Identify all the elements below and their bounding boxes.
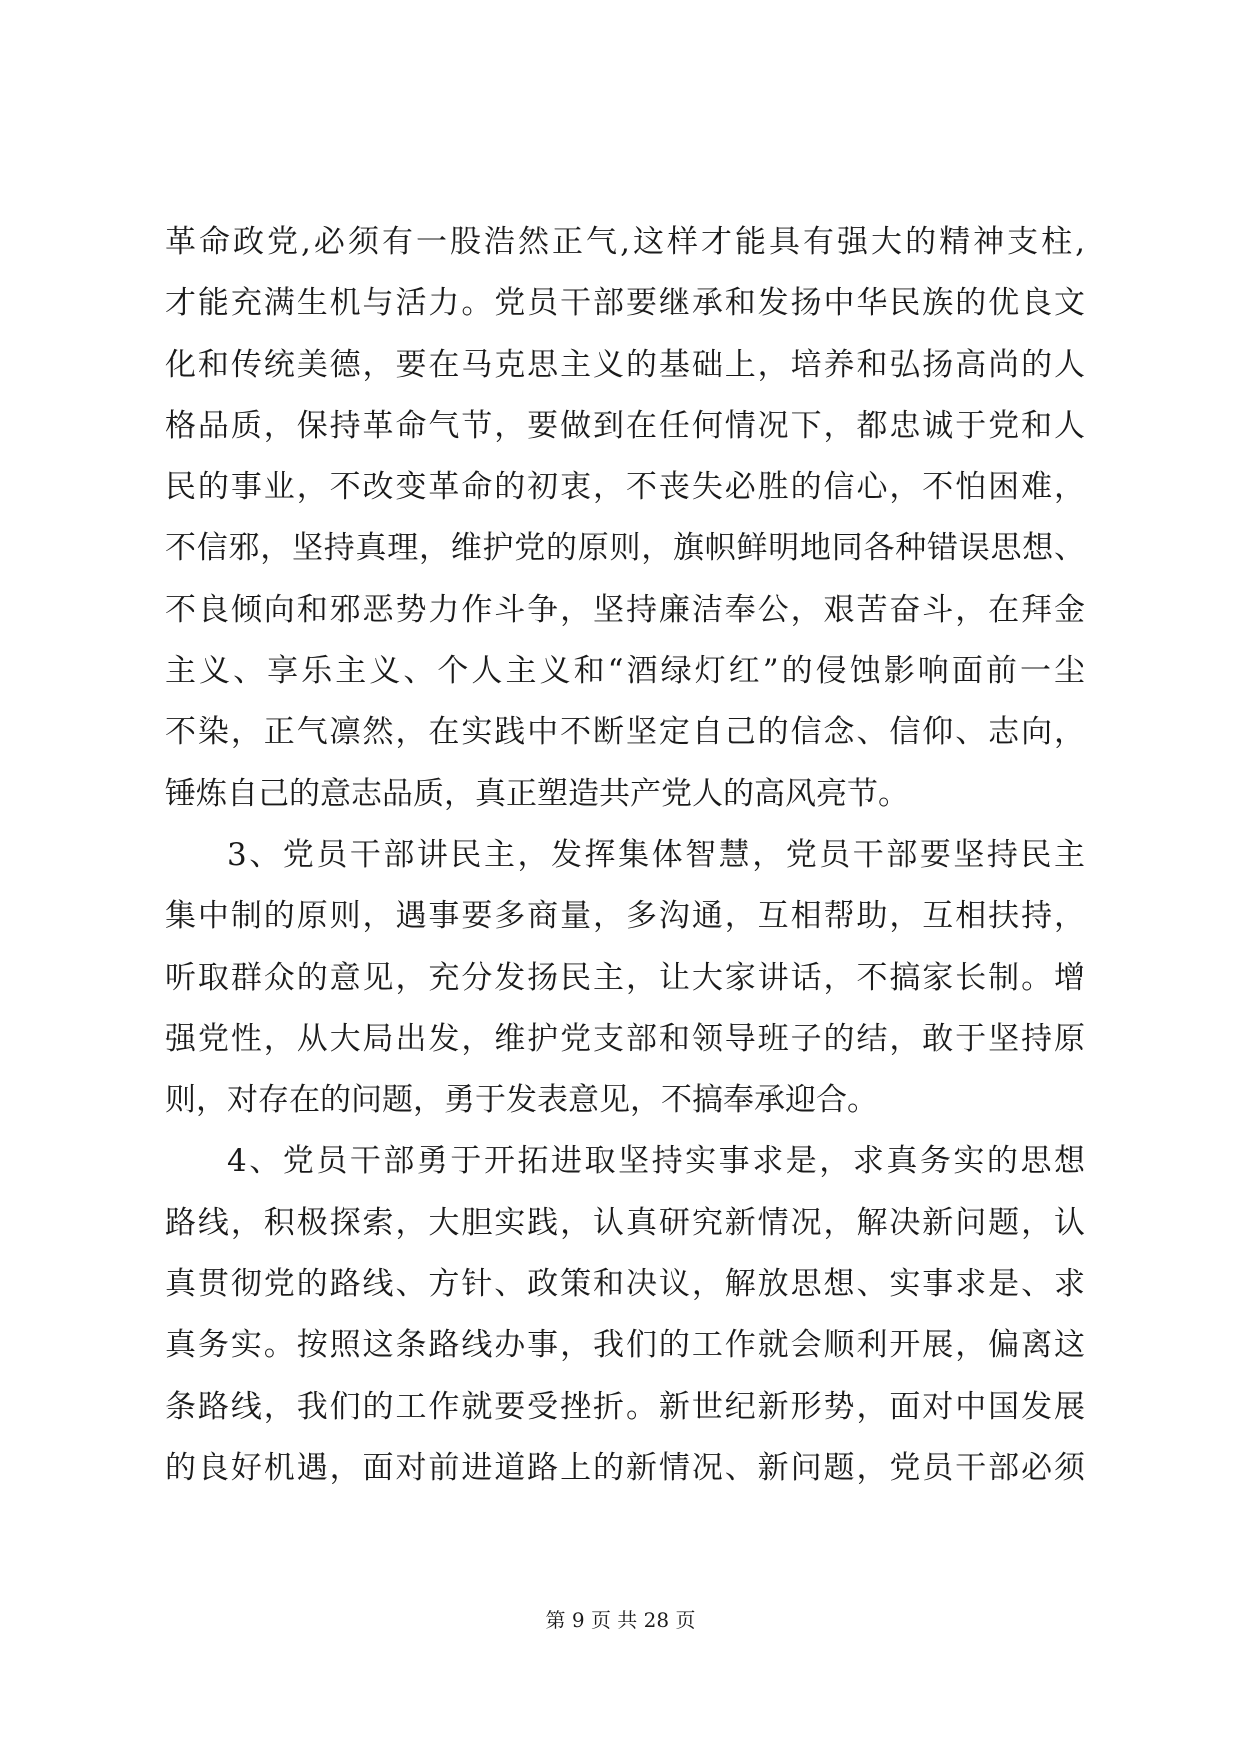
- text-line: 主义、享乐主义、个人主义和“酒绿灯红”的侵蚀影响面前一尘: [165, 653, 1085, 690]
- text-line: 格品质，保持革命气节，要做到在任何情况下，都忠诚于党和人: [165, 407, 1085, 444]
- text-line: 集中制的原则，遇事要多商量，多沟通，互相帮助，互相扶持，: [165, 898, 1085, 935]
- text-line: 才能充满生机与活力。党员干部要继承和发扬中华民族的优良文: [165, 285, 1085, 322]
- page-number-footer: 第 9 页 共 28 页: [545, 1608, 696, 1632]
- text-line: 的良好机遇，面对前进道路上的新情况、新问题，党员干部必须: [165, 1449, 1085, 1486]
- text-line: 不信邪，坚持真理，维护党的原则，旗帜鲜明地同各种错误思想、: [165, 530, 1085, 567]
- text-line: 路线，积极探索，大胆实践，认真研究新情况，解决新问题，认: [165, 1204, 1085, 1241]
- text-line: 则，对存在的问题，勇于发表意见，不搞奉承迎合。: [165, 1082, 878, 1119]
- text-line: 强党性，从大局出发，维护党支部和领导班子的结，敢于坚持原: [165, 1020, 1085, 1057]
- text-line: 不良倾向和邪恶势力作斗争，坚持廉洁奉公，艰苦奋斗，在拜金: [165, 591, 1085, 628]
- body-text: [165, 212, 1085, 1499]
- text-line: 不染，正气凛然，在实践中不断坚定自己的信念、信仰、志向，: [165, 714, 1085, 751]
- text-line: 锤炼自己的意志品质，真正塑造共产党人的高风亮节。: [165, 775, 909, 812]
- paragraph-3-start: 3、党员干部讲民主，发挥集体智慧，党员干部要坚持民主: [227, 836, 1085, 873]
- paragraph-4-start: 4、党员干部勇于开拓进取坚持实事求是，求真务实的思想: [227, 1143, 1085, 1180]
- text-line: 革命政党,必须有一股浩然正气,这样才能具有强大的精神支柱,: [165, 224, 1085, 260]
- text-line: 真贯彻党的路线、方针、政策和决议，解放思想、实事求是、求: [165, 1266, 1085, 1303]
- text-line: 条路线，我们的工作就要受挫折。新世纪新形势，面对中国发展: [165, 1388, 1085, 1425]
- text-line: 民的事业，不改变革命的初衷，不丧失必胜的信心，不怕困难，: [165, 469, 1085, 506]
- text-line: 听取群众的意见，充分发扬民主，让大家讲话，不搞家长制。增: [165, 959, 1085, 996]
- text-line: 真务实。按照这条路线办事，我们的工作就会顺利开展，偏离这: [165, 1327, 1085, 1364]
- text-line: 化和传统美德，要在马克思主义的基础上，培养和弘扬高尚的人: [165, 346, 1085, 383]
